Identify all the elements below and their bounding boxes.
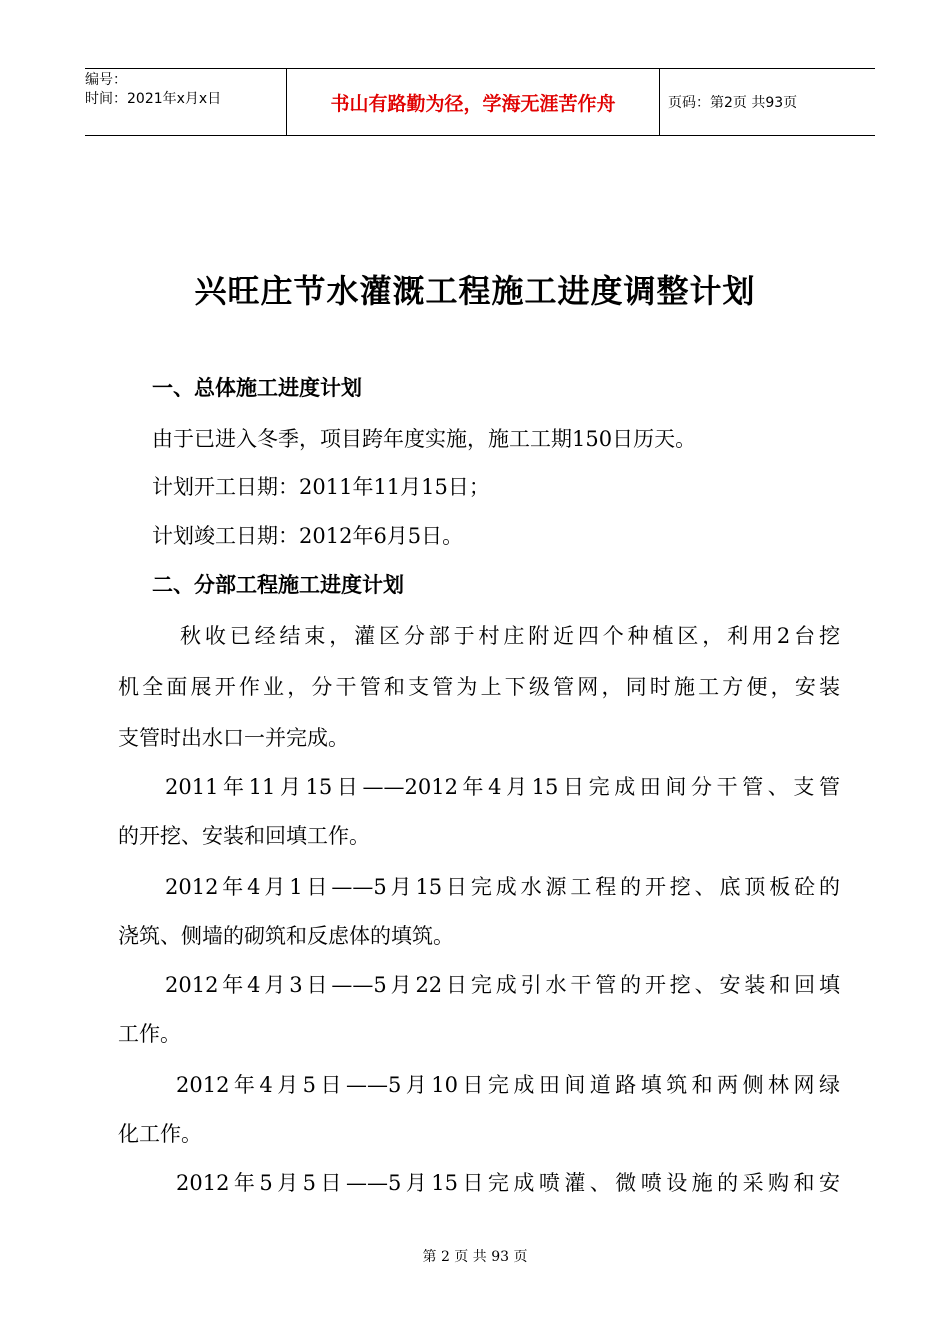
paragraph-line: 秋收已经结束，灌区分部于村庄附近四个种植区，利用2台挖: [180, 624, 840, 648]
paragraph-line: 2012年4月5日——5月10日完成田间道路填筑和两侧林网绿: [176, 1073, 840, 1097]
header-meta: [85, 69, 286, 135]
paragraph-line: 由于已进入冬季，项目跨年度实施，施工工期150日历天。: [152, 427, 697, 451]
paragraph-line: 2012年4月3日——5月22日完成引水干管的开挖、安装和回填: [165, 973, 840, 997]
header-table: [85, 68, 875, 136]
number-label: 编号：: [85, 72, 127, 88]
header-page-info: 页码：第2页 共93页: [668, 95, 798, 111]
section-heading-2: 二、分部工程施工进度计划: [152, 573, 404, 597]
paragraph-line: 计划开工日期：2011年11月15日；: [152, 475, 490, 499]
paragraph-line: 2011年11月15日——2012年4月15日完成田间分干管、支管: [165, 775, 840, 799]
paragraph-line: 计划竣工日期：2012年6月5日。: [152, 524, 464, 548]
header-motto: 书山有路勤为径，学海无涯苦作舟: [286, 69, 660, 135]
paragraph-line: 机全面展开作业，分干管和支管为上下级管网，同时施工方便，安装: [118, 675, 840, 699]
paragraph-line: 化工作。: [118, 1122, 202, 1146]
paragraph-line: 的开挖、安装和回填工作。: [118, 824, 370, 848]
paragraph-line: 支管时出水口一并完成。: [118, 726, 349, 750]
page-footer: 第 2 页 共 93 页: [422, 1249, 528, 1265]
paragraph-line: 2012年4月1日——5月15日完成水源工程的开挖、底顶板砼的: [165, 875, 840, 899]
section-heading-1: 一、总体施工进度计划: [152, 376, 362, 400]
paragraph-line: 2012年5月5日——5月15日完成喷灌、微喷设施的采购和安: [176, 1171, 840, 1195]
time-label: 时间：2021年x月x日: [85, 91, 222, 107]
paragraph-line: 浇筑、侧墙的砌筑和反虑体的填筑。: [118, 924, 454, 948]
document-title: 兴旺庄节水灌溉工程施工进度调整计划: [194, 272, 756, 310]
paragraph-line: 工作。: [118, 1022, 181, 1046]
